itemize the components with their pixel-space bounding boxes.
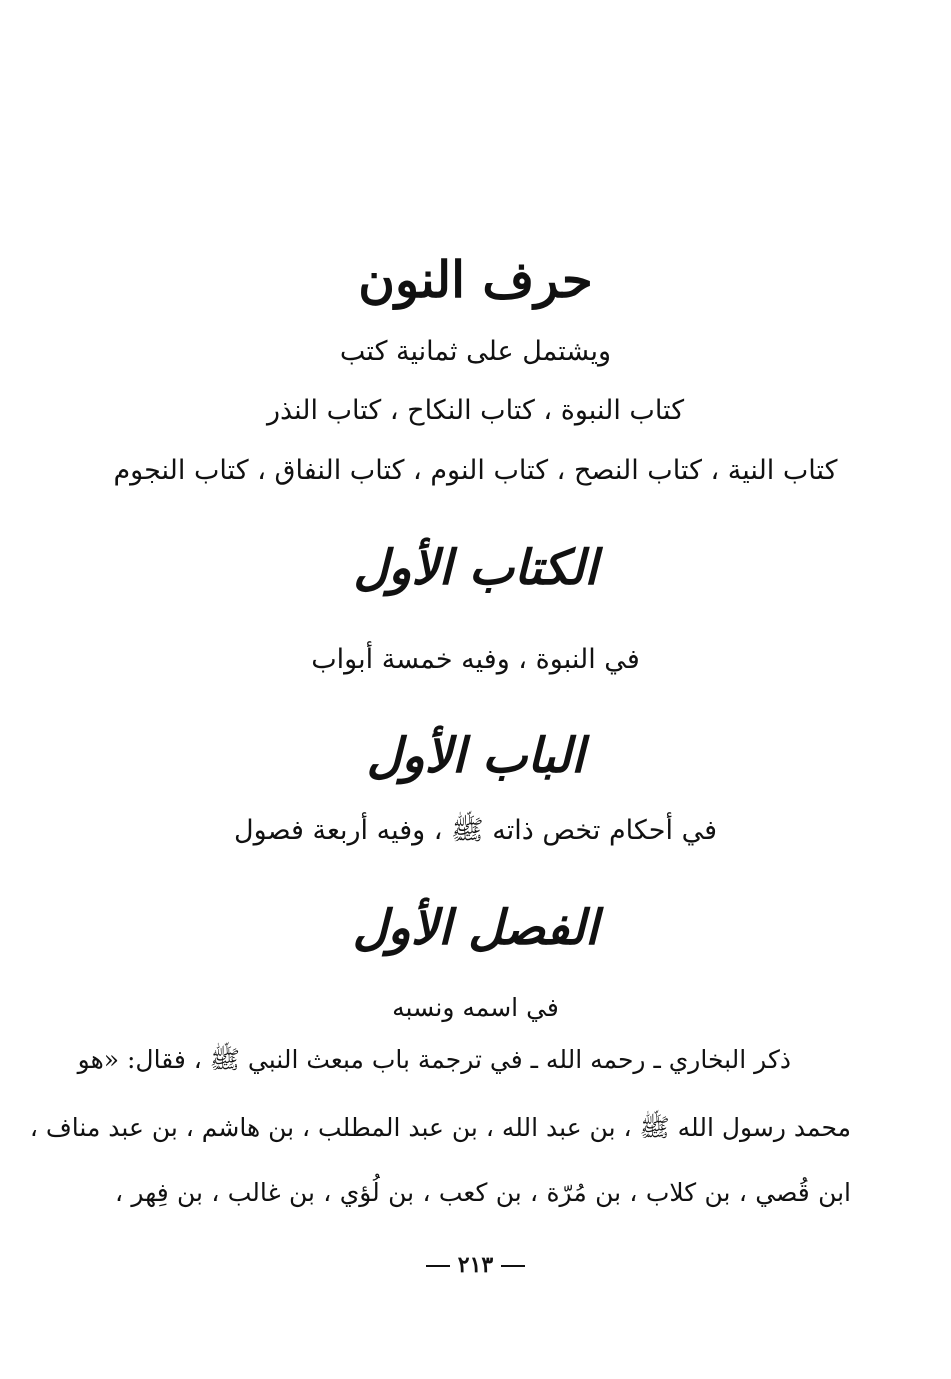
book-description: في النبوة ، وفيه خمسة أبواب bbox=[311, 644, 640, 675]
books-list-line-2: كتاب النية ، كتاب النصح ، كتاب النوم ، كتاب النفاق ، كتاب النجوم bbox=[113, 455, 838, 486]
book-heading: الكتاب الأول bbox=[353, 540, 598, 596]
section-heading: الفصل الأول bbox=[352, 900, 599, 956]
left-dash bbox=[426, 1265, 450, 1267]
page-number: ٢١٣ bbox=[457, 1252, 494, 1278]
chapter-description: في أحكام تخص ذاته ﷺ ، وفيه أربعة فصول bbox=[234, 815, 717, 846]
chapter-heading: الباب الأول bbox=[366, 728, 585, 784]
page-number-footer bbox=[0, 1252, 951, 1278]
section-description: في اسمه ونسبه bbox=[392, 993, 559, 1022]
body-text-line-1: ذكر البخاري ـ رحمه الله ـ في ترجمة باب مبعث النبي ﷺ ، فقال: «هو bbox=[77, 1045, 791, 1074]
right-dash bbox=[501, 1265, 525, 1267]
body-text-line-2: محمد رسول الله ﷺ ، بن عبد الله ، بن عبد المطلب ، بن هاشم ، بن عبد مناف ، bbox=[29, 1113, 851, 1142]
books-list-line-1: كتاب النبوة ، كتاب النكاح ، كتاب النذر bbox=[266, 395, 685, 426]
main-title: حرف النون bbox=[358, 250, 593, 309]
subtitle: ويشتمل على ثمانية كتب bbox=[339, 336, 612, 367]
body-text-line-3: ابن قُصي ، بن كلاب ، بن مُرّة ، بن كعب ، بن لُؤي ، بن غالب ، بن فِهر ، bbox=[115, 1178, 851, 1207]
